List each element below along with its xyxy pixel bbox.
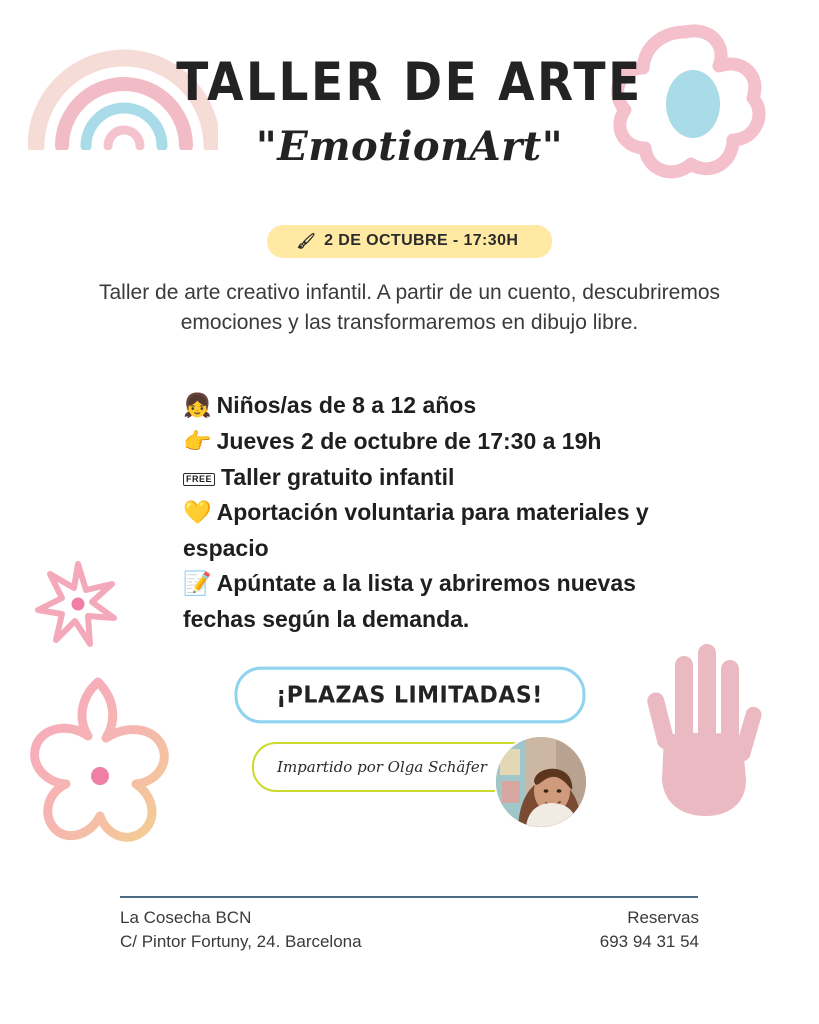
instructor-block — [252, 742, 592, 804]
list-item-label: Aportación voluntaria para materiales y espacio — [183, 498, 649, 561]
list-item-label: Apúntate a la lista y abriremos nuevas fechas según la demanda. — [183, 569, 636, 632]
list-item-label: Niños/as de 8 a 12 años — [216, 392, 477, 418]
pointing-right-emoji: 👉 — [183, 428, 212, 455]
intro-paragraph: Taller de arte creativo infantil. A partir de un cuento, descubriremos emociones y las transformaremos en dibujo libre. — [99, 281, 720, 334]
details-list — [183, 388, 703, 637]
poster-headline — [0, 51, 819, 171]
list-item-label: Taller gratuito infantil — [221, 463, 455, 490]
yellow-heart-emoji: 💛 — [183, 499, 212, 526]
status-badge: ¡PLAZAS LIMITADAS! — [234, 667, 585, 724]
page-title: TALLER DE ARTE — [176, 51, 643, 114]
venue-name: La Cosecha BCN — [120, 908, 252, 927]
reservations-info — [600, 906, 699, 954]
list-item — [183, 566, 703, 637]
list-item — [183, 388, 703, 424]
memo-emoji: 📝 — [183, 570, 212, 597]
list-item — [183, 424, 703, 460]
page-subtitle: "EmotionArt" — [255, 123, 564, 171]
list-item — [183, 460, 703, 495]
list-item-label: Jueves 2 de octubre de 17:30 a 19h — [216, 427, 602, 454]
pencil-icon: 🖌 — [296, 233, 317, 250]
instructor-label: Impartido por Olga Schäfer — [277, 758, 487, 776]
divider — [120, 896, 698, 898]
venue-info — [120, 906, 362, 954]
venue-address: C/ Pintor Fortuny, 24. Barcelona — [120, 932, 362, 952]
reservations-label: Reservas — [627, 908, 699, 927]
reservations-phone[interactable]: 693 94 31 54 — [599, 932, 699, 952]
handprint-decoration — [644, 640, 764, 820]
date-badge-label: 2 DE OCTUBRE - 17:30H — [324, 232, 519, 249]
avatar — [494, 735, 588, 829]
date-badge — [267, 225, 553, 258]
free-emoji: FREE — [183, 473, 215, 486]
girl-emoji: 👧 — [183, 393, 212, 419]
list-item — [183, 495, 703, 566]
flower-decoration-mid-left — [30, 556, 126, 652]
flower-decoration-bottom-left — [12, 672, 182, 847]
